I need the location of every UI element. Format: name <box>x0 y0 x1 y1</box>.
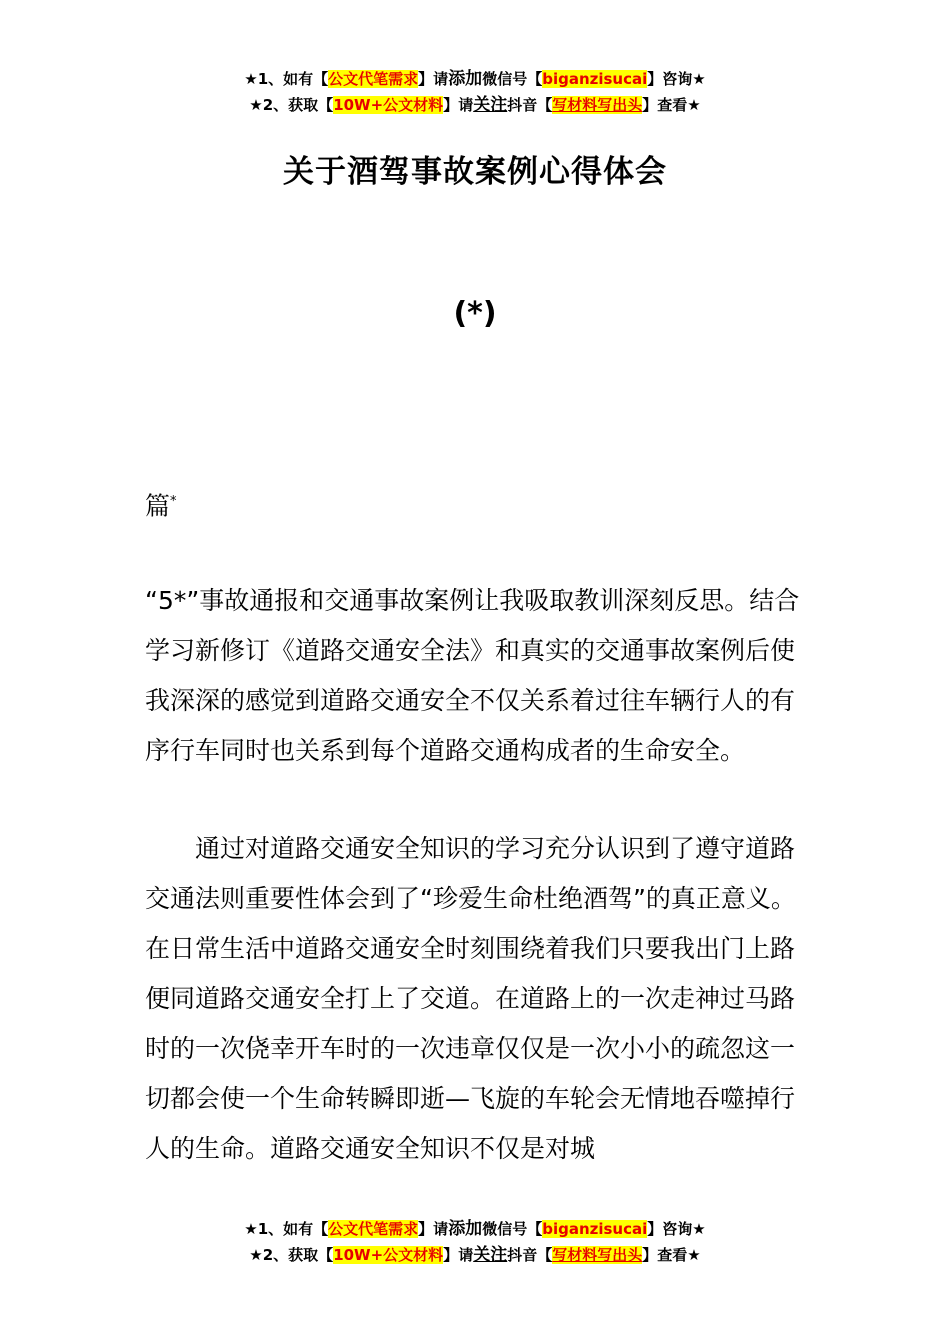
footer-line-1 <box>0 1216 950 1242</box>
header-line-1-prefix: ★1、如有【 <box>244 70 329 88</box>
footer-line-1-highlight-wechat: biganzisucai <box>542 1220 648 1238</box>
header-line-2-text: 】请 <box>443 96 474 114</box>
paragraph-2: 通过对道路交通安全知识的学习充分认识到了遵守道路交通法则重要性体会到了“珍爱生命杜绝酒驾”的真正意义。在日常生活中道路交通安全时刻围绕着我们只要我出门上路便同道路交通安全打上了交道。在道路上的一次走神过马路时的一次侥幸开车时的一次违章仅仅是一次小小的疏忽这一切都会使一个生命转瞬即逝—飞旋的车轮会无情地吞噬掉行人的生命。道路交通安全知识不仅是对城 <box>145 834 796 1163</box>
footer-line-2-highlight-materials: 10W+公文材料 <box>333 1246 444 1264</box>
header-line-1-highlight-wechat: biganzisucai <box>542 70 648 88</box>
paragraph-1: “5*”事故通报和交通事故案例让我吸取教训深刻反思。结合学习新修订《道路交通安全法》和真实的交通事故案例后使我深深的感觉到道路交通安全不仅关系着过往车辆行人的有序行车同时也关系到每个道路交通构成者的生命安全。 <box>145 586 800 765</box>
footer-line-2-prefix: ★2、获取【 <box>249 1246 334 1264</box>
header-line-1-suffix: 】咨询★ <box>647 70 706 88</box>
section-label-text: 篇 <box>145 491 171 521</box>
footer-line-2-highlight-douyin: 写材料写出头 <box>552 1246 643 1264</box>
header-line-2-highlight-douyin: 写材料写出头 <box>552 96 643 114</box>
section-label <box>145 477 810 531</box>
footer-line-1-text: 】请 <box>418 1220 449 1238</box>
header-line-1-highlight-service: 公文代笔需求 <box>328 70 419 88</box>
header-line-2-highlight-materials: 10W+公文材料 <box>333 96 444 114</box>
header-line-1 <box>0 66 950 92</box>
footer-line-2-emphasis: 关注 <box>473 1245 508 1265</box>
footer-line-2-text: 】请 <box>443 1246 474 1264</box>
section-label-mark: * <box>170 494 177 509</box>
footer-line-1-suffix: 】咨询★ <box>647 1220 706 1238</box>
header-line-2-prefix: ★2、获取【 <box>249 96 334 114</box>
header-banner <box>0 66 950 118</box>
header-line-2-emphasis: 关注 <box>473 95 508 115</box>
header-line-2 <box>0 92 950 118</box>
header-line-1-emphasis: 添加 <box>448 69 483 89</box>
footer-line-2-suffix: 】查看★ <box>642 1246 701 1264</box>
footer-line-2-text-2: 抖音【 <box>507 1246 553 1264</box>
footer-line-1-emphasis: 添加 <box>448 1219 483 1239</box>
footer-banner <box>0 1216 950 1268</box>
footer-line-1-prefix: ★1、如有【 <box>244 1220 329 1238</box>
footer-line-2 <box>0 1242 950 1268</box>
footer-line-1-highlight-service: 公文代笔需求 <box>328 1220 419 1238</box>
document-title: 关于酒驾事故案例心得体会 <box>283 154 667 190</box>
footer-line-1-text-2: 微信号【 <box>482 1220 543 1238</box>
header-line-2-text-2: 抖音【 <box>507 96 553 114</box>
header-line-1-text: 】请 <box>418 70 449 88</box>
header-line-2-suffix: 】查看★ <box>642 96 701 114</box>
document-subtitle: (*) <box>453 296 497 331</box>
header-line-1-text-2: 微信号【 <box>482 70 543 88</box>
